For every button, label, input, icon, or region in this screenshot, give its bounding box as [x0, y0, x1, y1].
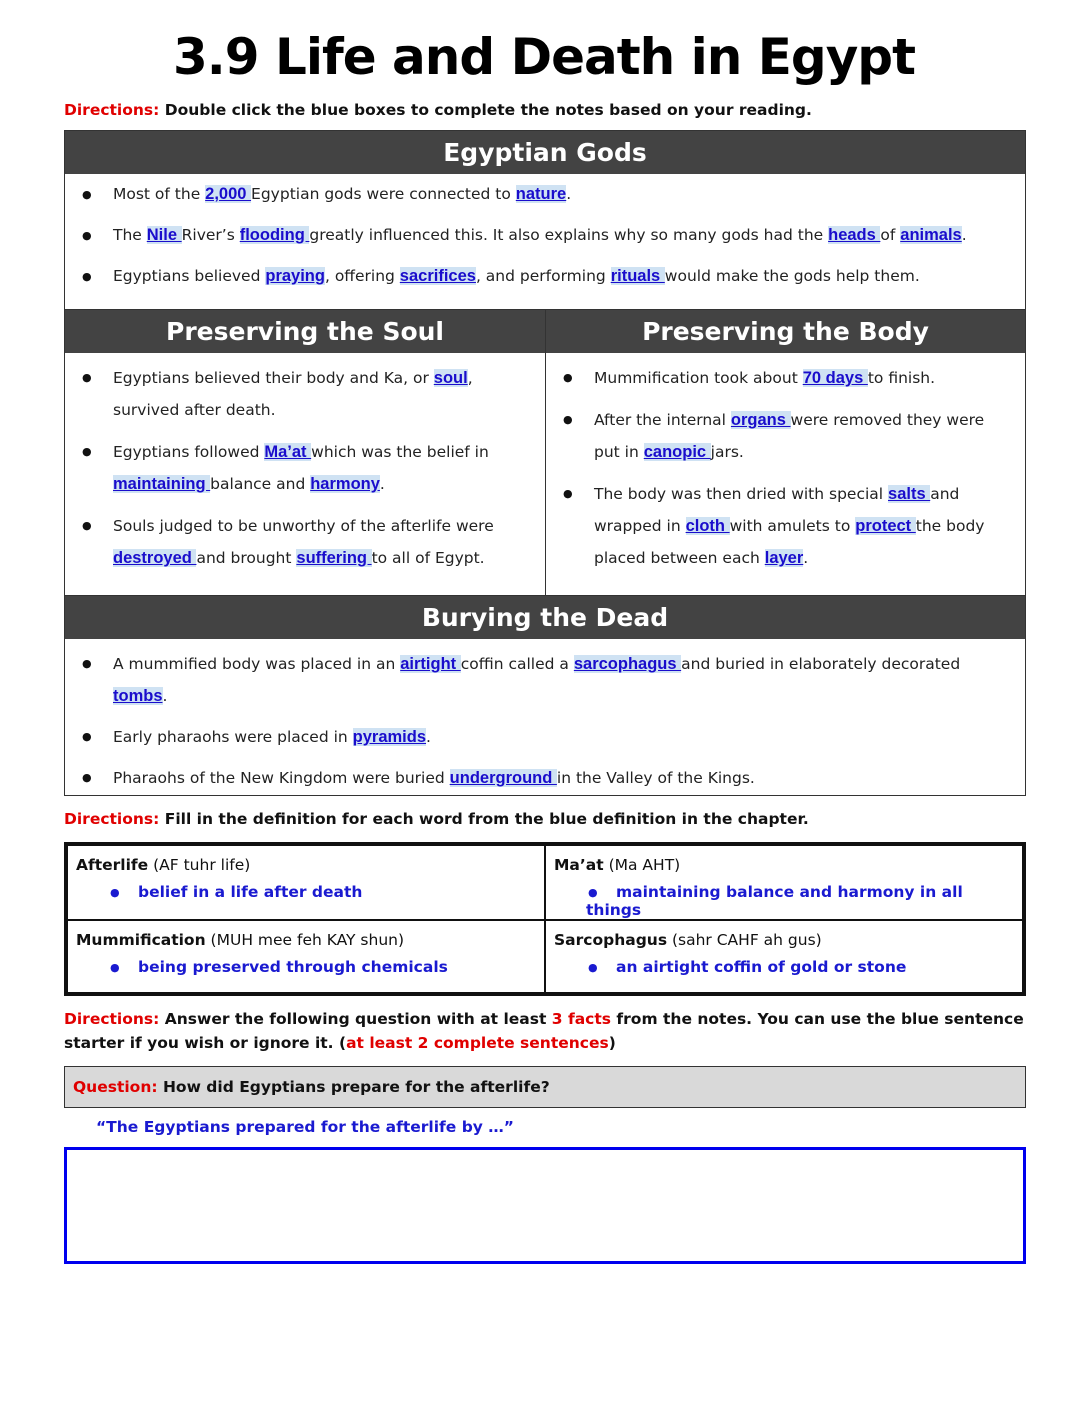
blank-field[interactable]: underground: [449, 769, 557, 787]
blank-field[interactable]: nature: [515, 185, 567, 203]
blank-field[interactable]: cloth: [685, 517, 730, 535]
note-item: ● Early pharaohs were placed in pyramids.: [65, 721, 995, 753]
facts-requirement: 3 facts: [551, 1010, 612, 1028]
blank-field[interactable]: protect: [855, 517, 916, 535]
note-item: ● After the internal organs were removed they were put in canopic jars.: [546, 404, 1005, 468]
vocab-pronunciation: (Ma AHT): [603, 856, 681, 874]
definition-cell: [545, 845, 1023, 920]
vocab-pronunciation: (sahr CAHF ah gus): [667, 931, 822, 949]
preserving-section: [64, 309, 1026, 596]
preserving-body-notes: [546, 353, 1025, 574]
blank-field[interactable]: sarcophagus: [573, 655, 682, 673]
note-item: ● The Nile River’s flooding greatly influenced this. It also explains why so many gods had the heads of animals.: [65, 227, 1025, 244]
egyptian-gods-notes: [65, 174, 1025, 285]
sentences-requirement: at least 2 complete sentences: [346, 1034, 609, 1052]
blank-field[interactable]: animals: [900, 226, 962, 244]
definition-cell: [67, 920, 545, 993]
blank-field[interactable]: canopic: [643, 443, 711, 461]
blank-field[interactable]: heads: [828, 226, 881, 244]
burying-dead-section: [64, 595, 1026, 796]
definition-cell: [545, 920, 1023, 993]
blank-field[interactable]: harmony: [310, 475, 380, 493]
note-item: ● Egyptians believed praying, offering sacrifices, and performing rituals would make the gods help them.: [65, 268, 1025, 285]
blank-field[interactable]: flooding: [239, 226, 310, 244]
directions-definitions: [64, 807, 1026, 831]
vocab-word: Mummification: [76, 931, 206, 949]
vocab-pronunciation: (AF tuhr life): [148, 856, 251, 874]
note-item: ● Mummification took about 70 days to finish.: [546, 362, 1005, 394]
blank-field[interactable]: Ma’at: [264, 443, 312, 461]
directions-notes: [64, 98, 1026, 122]
definition-text[interactable]: ● being preserved through chemicals: [76, 958, 536, 976]
definition-cell: [67, 845, 545, 920]
preserving-body-column: [545, 310, 1025, 595]
directions-label: Directions:: [64, 1010, 160, 1028]
vocab-word: Sarcophagus: [554, 931, 668, 949]
burying-dead-header: Burying the Dead: [65, 596, 1025, 639]
burying-dead-notes: [65, 639, 1025, 794]
blank-field[interactable]: 2,000: [205, 185, 252, 203]
blank-field[interactable]: maintaining: [113, 475, 211, 493]
directions-text: Double click the blue boxes to complete the notes based on your reading.: [159, 101, 812, 119]
directions-text: Fill in the definition for each word from the blue definition in the chapter.: [159, 810, 809, 828]
blank-field[interactable]: Nile: [146, 226, 182, 244]
preserving-soul-column: [65, 310, 545, 595]
blank-field[interactable]: airtight: [400, 655, 461, 673]
blank-field[interactable]: layer: [764, 549, 804, 567]
definition-text[interactable]: ● an airtight coffin of gold or stone: [554, 958, 1014, 976]
note-item: ● A mummified body was placed in an airtight coffin called a sarcophagus and buried in elaborately decorated tombs.: [65, 648, 995, 712]
answer-box[interactable]: [64, 1147, 1026, 1264]
blank-field[interactable]: soul: [433, 369, 468, 387]
definitions-table: [64, 842, 1026, 996]
question-text: How did Egyptians prepare for the afterlife?: [157, 1078, 550, 1096]
blank-field[interactable]: sacrifices: [399, 267, 476, 285]
vocab-pronunciation: (MUH mee feh KAY shun): [205, 931, 405, 949]
blank-field[interactable]: destroyed: [113, 549, 197, 567]
vocab-word: Afterlife: [76, 856, 149, 874]
egyptian-gods-section: [64, 130, 1026, 310]
note-item: ● Souls judged to be unworthy of the afterlife were destroyed and brought suffering to all of Egypt.: [65, 510, 505, 574]
note-item: ● Most of the 2,000 Egyptian gods were connected to nature.: [65, 186, 1025, 203]
sentence-starter: “The Egyptians prepared for the afterlife by …”: [96, 1118, 514, 1136]
blank-field[interactable]: pyramids: [352, 728, 427, 746]
page-title: 3.9 Life and Death in Egypt: [172, 28, 916, 86]
definition-text[interactable]: ● maintaining balance and harmony in all things: [554, 883, 1014, 919]
preserving-soul-header: Preserving the Soul: [65, 310, 545, 353]
egyptian-gods-header: Egyptian Gods: [65, 131, 1025, 174]
note-item: ● The body was then dried with special salts and wrapped in cloth with amulets to protect the body placed between each layer.: [546, 478, 1005, 574]
question-label: Question:: [73, 1078, 158, 1096]
preserving-soul-notes: [65, 353, 545, 574]
preserving-body-header: Preserving the Body: [546, 310, 1025, 353]
blank-field[interactable]: salts: [888, 485, 931, 503]
note-item: ● Egyptians believed their body and Ka, or soul, survived after death.: [65, 362, 505, 426]
blank-field[interactable]: suffering: [296, 549, 372, 567]
vocab-word: Ma’at: [554, 856, 604, 874]
note-item: ● Egyptians followed Ma’at which was the belief in maintaining balance and harmony.: [65, 436, 505, 500]
blank-field[interactable]: organs: [730, 411, 791, 429]
definition-text[interactable]: ● belief in a life after death: [76, 883, 536, 901]
note-item: ● Pharaohs of the New Kingdom were buried underground in the Valley of the Kings.: [65, 762, 995, 794]
blank-field[interactable]: 70 days: [802, 369, 868, 387]
directions-label: Directions:: [64, 101, 160, 119]
question-box: [64, 1066, 1026, 1108]
directions-label: Directions:: [64, 810, 160, 828]
blank-field[interactable]: praying: [265, 267, 325, 285]
blank-field[interactable]: tombs: [113, 687, 163, 705]
directions-question: Directions: Answer the following question with at least 3 facts from the notes. You can use the blue sentence starter if you wish or ignore it. (at least 2 complete sentences): [64, 1010, 1024, 1052]
blank-field[interactable]: rituals: [610, 267, 665, 285]
